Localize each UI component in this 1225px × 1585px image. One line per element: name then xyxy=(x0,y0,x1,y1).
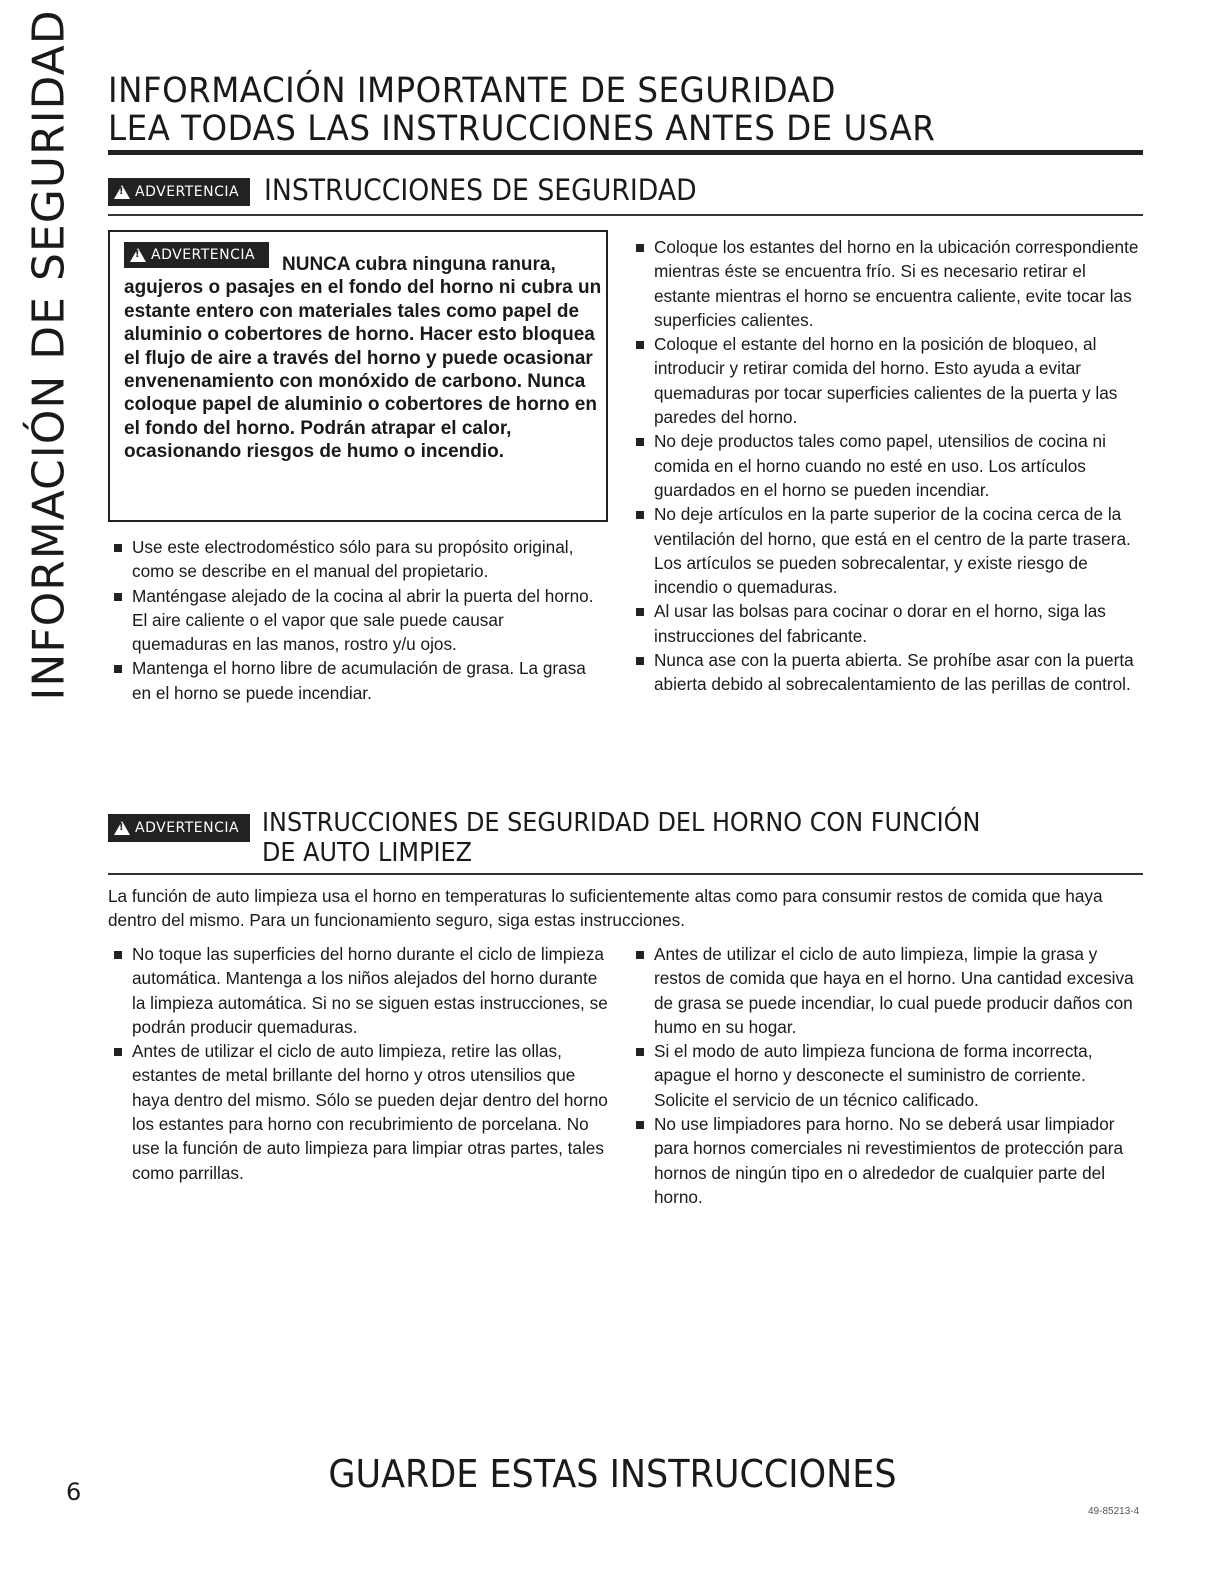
doc-code: 49-85213-4 xyxy=(1088,1506,1140,1517)
list-item: Coloque el estante del horno en la posición de bloqueo, al introducir y retirar comida del horno. Esto ayuda a evitar quemaduras por tocar superficies calientes de la puerta y las paredes del horno. xyxy=(634,332,1139,429)
list-item: No deje artículos en la parte superior de la cocina cerca de la ventilación del horno, que está en el centro de la parte trasera. Los artículos se pueden sobrecalentar, y existe riesgo de incendio o quemaduras. xyxy=(634,502,1139,599)
page-title-line2: LEA TODAS LAS INSTRUCCIONES ANTES DE USAR xyxy=(108,109,936,149)
list-item: Use este electrodoméstico sólo para su propósito original, como se describe en el manual del propietario. xyxy=(112,535,602,584)
list-item: Antes de utilizar el ciclo de auto limpieza, limpie la grasa y restos de comida que haya en el horno. Una cantidad excesiva de grasa se puede incendiar, lo cual puede producir daños con humo en su hogar. xyxy=(634,942,1144,1039)
section2-title-line2: DE AUTO LIMPIEZ xyxy=(262,838,473,868)
save-instructions-heading: GUARDE ESTAS INSTRUCCIONES xyxy=(328,1452,897,1496)
header-rule xyxy=(108,150,1143,155)
list-item: No toque las superficies del horno durante el ciclo de limpieza automática. Mantenga a los niños alejados del horno durante la limpieza automática. Si no se siguen estas instrucciones, se podrán producir quemaduras. xyxy=(112,942,612,1039)
warning-triangle-icon xyxy=(114,821,130,835)
page-number: 6 xyxy=(66,1478,82,1506)
list-item: Si el modo de auto limpieza funciona de forma incorrecta, apague el horno y desconecte el suministro de corriente. Solicite el servicio de un técnico calificado. xyxy=(634,1039,1144,1112)
section2-right-list xyxy=(634,942,1144,1209)
page-title-line1: INFORMACIÓN IMPORTANTE DE SEGURIDAD xyxy=(108,71,836,111)
warning-triangle-icon xyxy=(114,185,130,199)
badge-label: ADVERTENCIA xyxy=(151,247,256,263)
warning-badge xyxy=(108,178,250,206)
list-item: Mantenga el horno libre de acumulación de grasa. La grasa en el horno se puede incendiar. xyxy=(112,656,602,705)
list-item: Manténgase alejado de la cocina al abrir la puerta del horno. El aire caliente o el vapor que sale puede causar quemaduras en las manos, rostro y/u ojos. xyxy=(112,584,602,657)
list-item: Nunca ase con la puerta abierta. Se prohíbe asar con la puerta abierta debido al sobrecalentamiento de las perillas de control. xyxy=(634,648,1139,697)
section1-left-list xyxy=(112,535,602,705)
section1-title: INSTRUCCIONES DE SEGURIDAD xyxy=(264,173,697,207)
section2-title-line1: INSTRUCCIONES DE SEGURIDAD DEL HORNO CON FUNCIÓN xyxy=(262,808,981,838)
side-tab-label: INFORMACIÓN DE SEGURIDAD xyxy=(23,9,75,701)
warning-rest: ranura, agujeros o pasajes en el fondo del horno ni cubra un estante entero con materiales tales como papel de aluminio o cobertores de horno. Hacer esto bloquea el flujo de aire a través del horno y puede ocasionar envenenamiento con monóxido de carbono. Nunca coloque papel de aluminio o cobertores de horno en el fondo del horno. Podrán atrapar el calor, ocasionando riesgos de humo o incendio. xyxy=(124,254,602,463)
warning-badge xyxy=(108,814,250,842)
side-tab xyxy=(14,9,84,701)
list-item: Al usar las bolsas para cocinar o dorar en el horno, siga las instrucciones del fabricante. xyxy=(634,599,1139,648)
section2-intro: La función de auto limpieza usa el horno en temperaturas lo suficientemente altas como para consumir restos de comida que haya dentro del mismo. Para un funcionamiento seguro, siga estas instrucciones. xyxy=(108,886,1103,931)
warning-lead: NUNCA cubra ninguna xyxy=(282,254,487,275)
list-item: Antes de utilizar el ciclo de auto limpieza, retire las ollas, estantes de metal brillante del horno y otros utensilios que haya dentro del mismo. Sólo se pueden dejar dentro del horno los estantes para horno con recubrimiento de porcelana. No use la función de auto limpieza para limpiar otras partes, tales como parrillas. xyxy=(112,1039,612,1185)
list-item: No deje productos tales como papel, utensilios de cocina ni comida en el horno cuando no esté en uso. Los artículos guardados en el horno se pueden incendiar. xyxy=(634,429,1139,502)
section2-left-list xyxy=(112,942,612,1185)
section2-rule xyxy=(108,873,1143,875)
badge-label: ADVERTENCIA xyxy=(135,184,240,200)
section1-rule xyxy=(108,214,1143,216)
warning-text xyxy=(124,253,604,464)
section1-right-list xyxy=(634,235,1139,697)
list-item: No use limpiadores para horno. No se deberá usar limpiador para hornos comerciales ni revestimientos de protección para hornos de ningún tipo en o alrededor de cualquier parte del horno. xyxy=(634,1112,1144,1209)
list-item: Coloque los estantes del horno en la ubicación correspondiente mientras éste se encuentra frío. Si es necesario retirar el estante mientras el horno se encuentra caliente, evite tocar las superficies calientes. xyxy=(634,235,1139,332)
badge-label: ADVERTENCIA xyxy=(135,820,240,836)
